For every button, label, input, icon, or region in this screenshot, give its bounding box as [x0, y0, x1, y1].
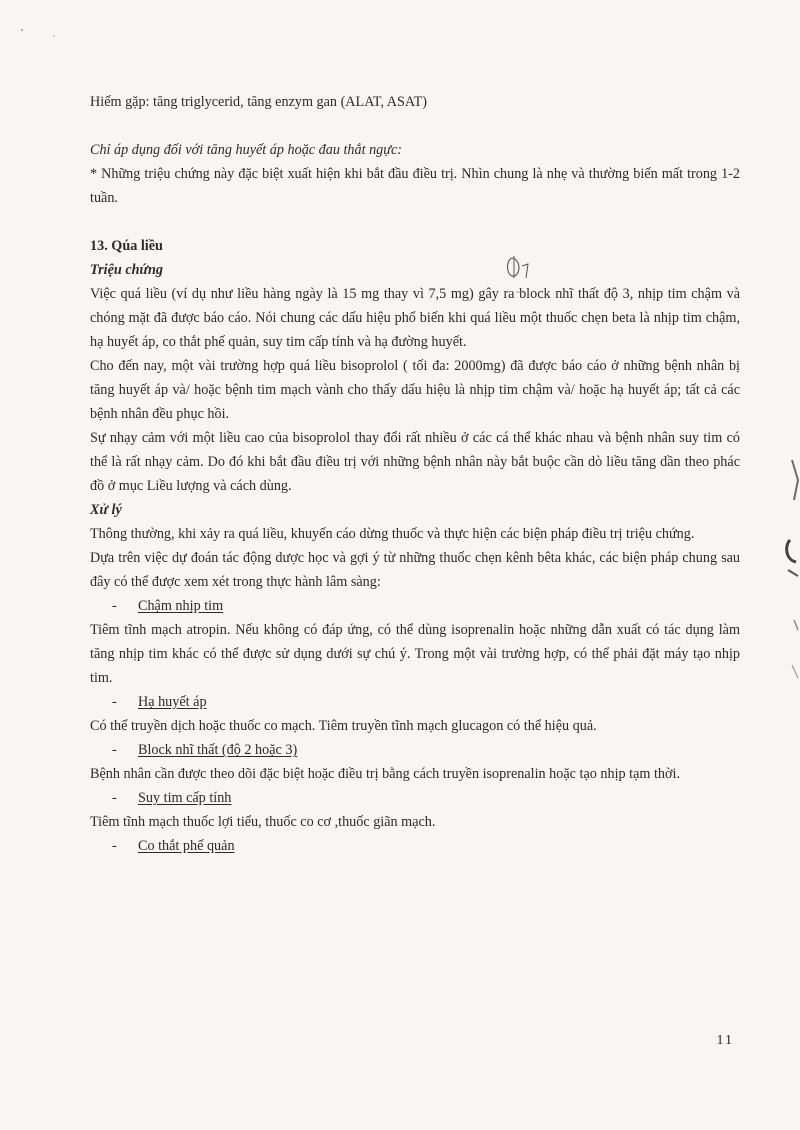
hypertension-note: Chỉ áp dụng đối với tăng huyết áp hoặc đau thắt ngực: [90, 142, 403, 158]
page-number: 11 [716, 1033, 734, 1048]
symptoms-paragraph: Cho đến nay, một vài trường hợp quá liều bisoprolol ( tối đa: 2000mg) đã được báo cáo ở những bệnh nhân bị tăng huyết áp và/ hoặc bệnh tim mạch vành cho thấy dấu hiệu là nhịp tim chậm và/ hoặc hạ huyết áp; tất cả các bệnh nhân đều phục hồi. [90, 358, 740, 422]
measure-av-block-title: - Block nhĩ thất (độ 2 hoặc 3) [112, 742, 298, 758]
treatment-paragraph: Dựa trên việc dự đoán tác động dược học và gợi ý từ những thuốc chẹn kênh bêta khác, các biện pháp chung sau đây có thể được xem xét trong thực hành lâm sàng: [90, 550, 740, 590]
rare-effects-line: Hiếm gặp: tăng triglycerid, tăng enzym gan (ALAT, ASAT) [90, 94, 427, 110]
scan-speck [20, 28, 60, 88]
symptoms-note: * Những triệu chứng này đặc biệt xuất hiện khi bắt đầu điều trị. Nhìn chung là nhẹ và thường biến mất trong 1-2 tuần. [90, 166, 740, 206]
symptoms-paragraph: Việc quá liều (ví dụ như liều hàng ngày là 15 mg thay vì 7,5 mg) gây ra block nhĩ thất độ 3, nhịp tim chậm và chóng mặt đã được báo cáo. Nói chung các dấu hiệu phổ biến khi quá liều một thuốc chẹn beta là nhịp tim chậm, hạ huyết áp, co thắt phế quản, suy tim cấp tính và hạ đường huyết. [90, 286, 740, 350]
measure-heart-failure-title: - Suy tim cấp tính [112, 790, 232, 806]
subheading-treatment: Xử lý [90, 502, 122, 518]
measure-av-block-text: Bệnh nhân cần được theo dõi đặc biệt hoặc điều trị bằng cách truyền isoprenalin hoặc tạo nhịp tạm thời. [90, 766, 681, 782]
document-body [90, 90, 740, 858]
section-heading-overdose: 13. Qúa liều [90, 238, 163, 254]
measure-hypotension-text: Có thể truyền dịch hoặc thuốc co mạch. Tiêm truyền tĩnh mạch glucagon có thể hiệu quả. [90, 718, 597, 734]
measure-bronchospasm-title: - Co thắt phế quản [112, 838, 235, 854]
subheading-symptoms: Triệu chứng [90, 262, 164, 278]
measure-bradycardia-text: Tiêm tĩnh mạch atropin. Nếu không có đáp ứng, có thể dùng isoprenalin hoặc những dẫn xuất có tác dụng làm tăng nhịp tim khác có thể được sử dụng dưới sự chú ý. Trong một vài trường hợp, có thể phải đặt máy tạo nhịp tim. [90, 622, 740, 686]
scan-edge-stamp-fragment [770, 450, 800, 690]
measure-hypotension-title: - Hạ huyết áp [112, 694, 207, 710]
symptoms-paragraph: Sự nhạy cảm với một liều cao của bisoprolol thay đổi rất nhiều ở các cá thể khác nhau và bệnh nhân suy tim có thể là rất nhạy cảm. Do đó khi bắt đầu điều trị với những bệnh nhân này bắt buộc cần dò liều tăng dần theo phác đồ ở mục Liều lượng và cách dùng. [90, 430, 740, 494]
measure-heart-failure-text: Tiêm tĩnh mạch thuốc lợi tiểu, thuốc co cơ ,thuốc giãn mạch. [90, 814, 436, 830]
treatment-paragraph: Thông thường, khi xảy ra quá liều, khuyến cáo dừng thuốc và thực hiện các biện pháp điều trị triệu chứng. [90, 526, 695, 542]
handwritten-initial-mark [502, 252, 542, 296]
measure-bradycardia-title: - Chậm nhịp tim [112, 598, 224, 614]
